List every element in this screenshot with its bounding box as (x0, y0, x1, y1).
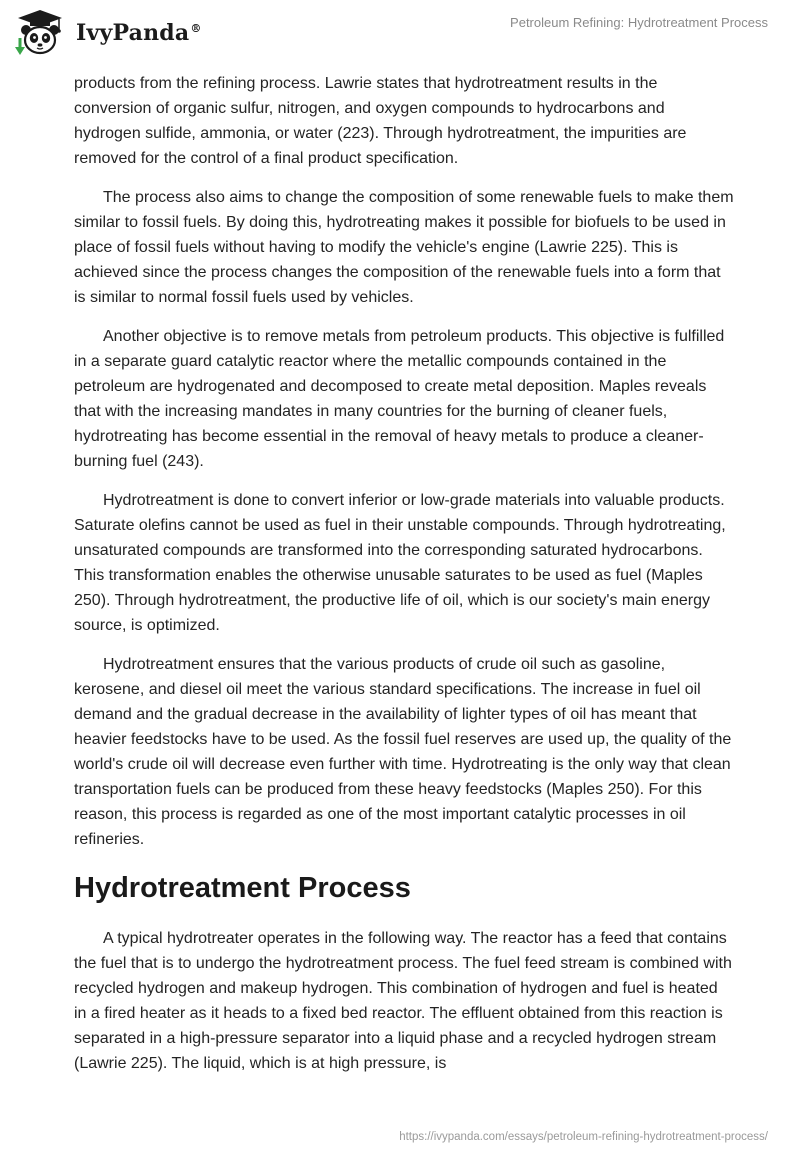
paragraph: Another objective is to remove metals from petroleum products. This objective is fulfilled in a separate guard catalytic reactor where the metallic compounds contained in the petroleum are hydrogenated and decomposed to create metal deposition. Maples reveals that with the increasing mandates in many countries for the burning of cleaner fuels, hydrotreating has become essential in the removal of heavy metals to produce a cleaner-burning fuel (243). (74, 328, 725, 470)
paragraph: Hydrotreatment is done to convert inferior or low-grade materials into valuable products. Saturate olefins cannot be used as fuel in their unstable compounds. Through hydrotreating, unsaturated compounds are transformed into the corresponding saturated hydrocarbons. This transformation enables the otherwise unusable saturates to be used as fuel (Maples 250). Through hydrotreatment, the productive life of oil, which is our society's main energy source, is optimized. (74, 492, 726, 634)
essay-body (74, 71, 734, 1090)
panda-graduate-icon (14, 8, 66, 58)
section-heading: Hydrotreatment Process (74, 872, 411, 904)
paragraph: A typical hydrotreater operates in the following way. The reactor has a feed that contains the fuel that is to undergo the hydrotreatment process. The fuel feed stream is combined with recycled hydrogen and makeup hydrogen. This combination of hydrogen and fuel is heated in a fired heater as it heads to a fixed bed reactor. The effluent obtained from this reaction is separated in a high-pressure separator into a liquid phase and a recycled hydrogen stream (Lawrie 225). The liquid, which is at high pressure, is (74, 930, 732, 1072)
page-header (0, 0, 800, 70)
paragraph: products from the refining process. Lawrie states that hydrotreatment results in the conversion of organic sulfur, nitrogen, and oxygen compounds to hydrocarbons and hydrogen sulfide, ammonia, or water (223). Through hydrotreatment, the impurities are removed for the control of a final product specification. (74, 75, 687, 167)
brand-logo[interactable] (14, 8, 202, 58)
registered-mark: ® (190, 21, 202, 35)
brand-name: IvyPanda® (76, 20, 202, 46)
paragraph: The process also aims to change the composition of some renewable fuels to make them similar to fossil fuels. By doing this, hydrotreating makes it possible for biofuels to be used in place of fossil fuels without having to modify the vehicle's engine (Lawrie 225). This is achieved since the process changes the composition of the renewable fuels into a form that is similar to normal fossil fuels used by vehicles. (74, 189, 734, 306)
source-url[interactable]: https://ivypanda.com/essays/petroleum-refining-hydrotreatment-process/ (399, 1131, 768, 1143)
paragraph: Hydrotreatment ensures that the various products of crude oil such as gasoline, kerosene, and diesel oil meet the various standard specifications. The increase in fuel oil demand and the gradual decrease in the availability of lighter types of oil has meant that heavier feedstocks have to be used. As the fossil fuel reserves are used up, the quality of the world's crude oil will decrease even further with time. Hydrotreating is the only way that clean transportation fuels can be produced from these heavy feedstocks (Maples 250). For this reason, this process is regarded as one of the most important catalytic processes in oil refineries. (74, 656, 732, 848)
document-title: Petroleum Refining: Hydrotreatment Process (510, 15, 768, 30)
